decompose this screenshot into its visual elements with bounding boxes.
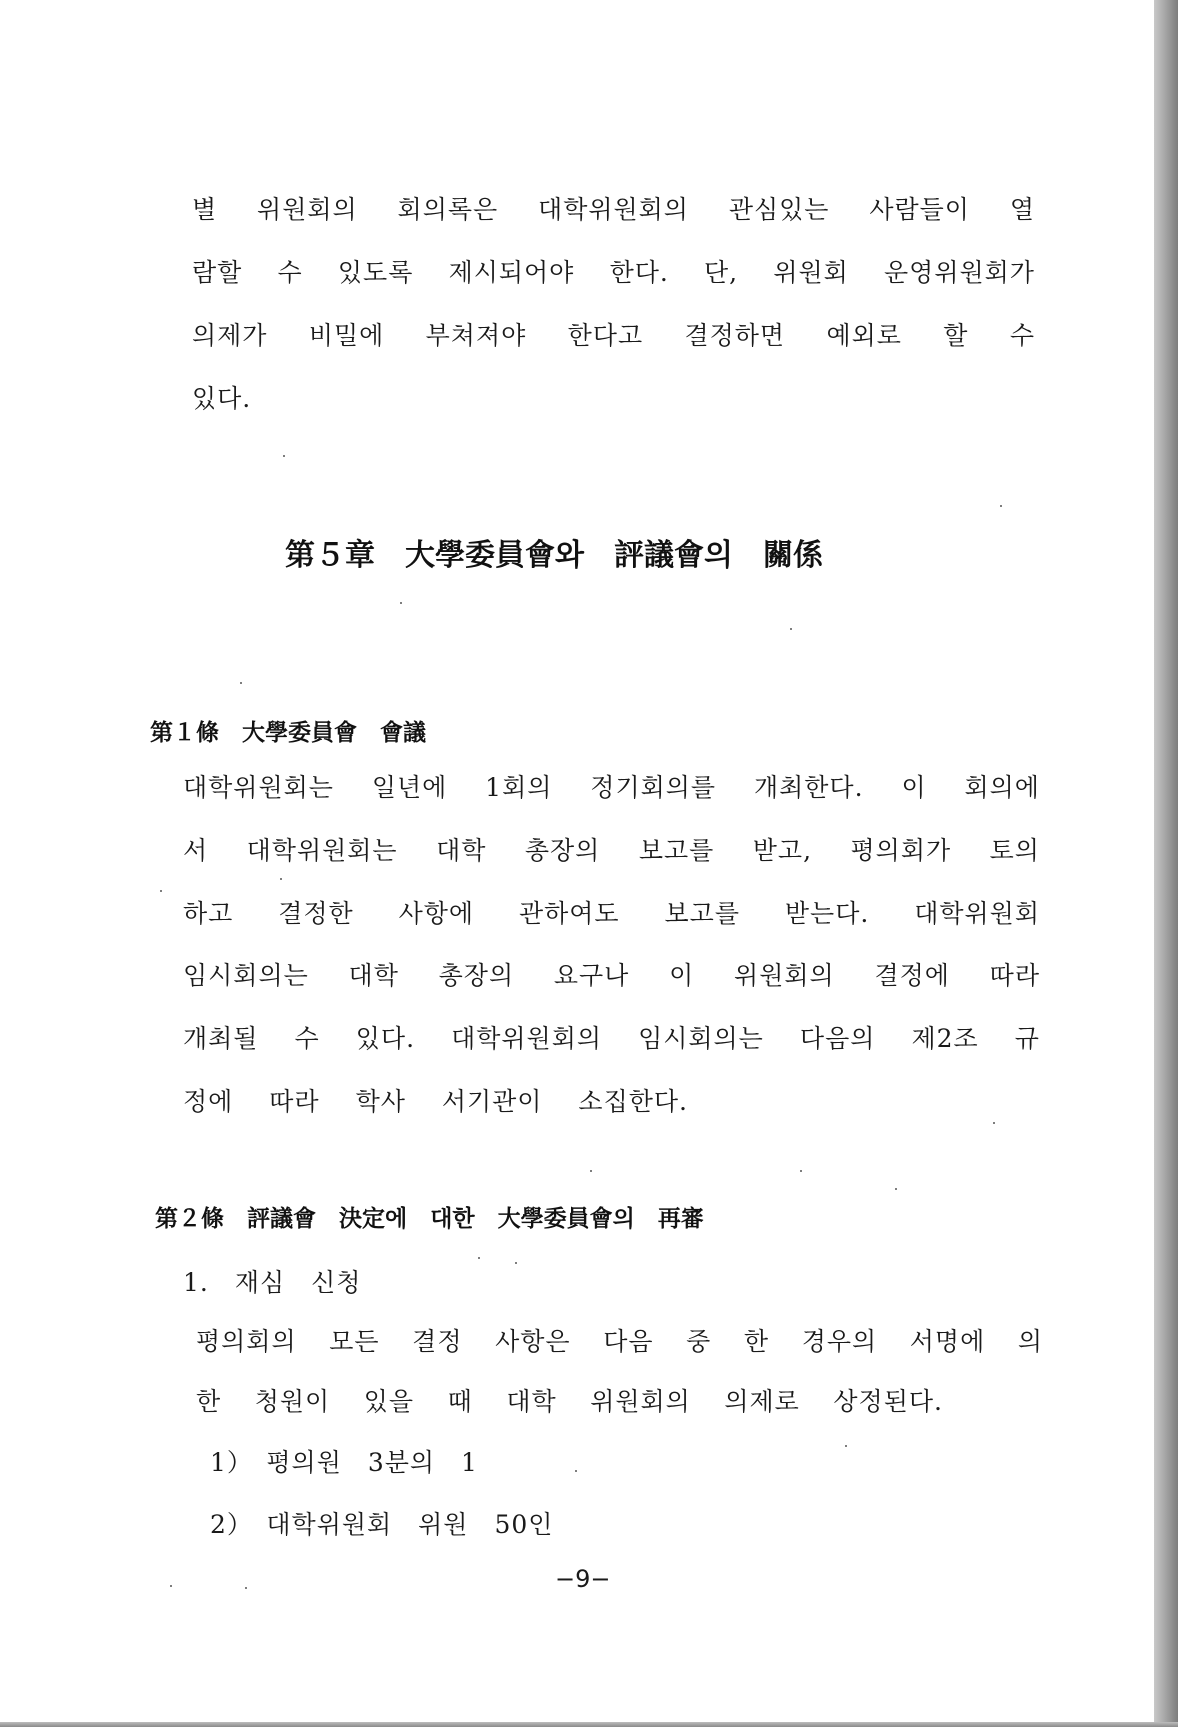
word: 임시회의는 [183, 961, 309, 990]
word: 제2조 [911, 1024, 979, 1053]
word: 대학 [348, 961, 399, 990]
word: 보고를 [664, 899, 740, 928]
article-1-title: 第１條 大學委員會 會議 [150, 720, 426, 746]
word: 수 [294, 1024, 320, 1053]
word: 정에 [183, 1087, 234, 1116]
word: 할 [943, 321, 969, 350]
word: 의 [1017, 1327, 1043, 1356]
word: 사람들이 [869, 195, 970, 224]
scan-speck [245, 1587, 247, 1589]
word: 람할 [192, 258, 243, 287]
paragraph-line [192, 316, 1035, 352]
word: 따라 [989, 961, 1040, 990]
word: 요구나 [553, 961, 630, 990]
scan-speck [800, 1170, 802, 1172]
word: 관하여도 [518, 899, 620, 928]
word: 결정한 [278, 899, 354, 928]
word: 위원회의 [734, 961, 835, 990]
word: 대학 [506, 1387, 557, 1416]
article-2-line [196, 1322, 1043, 1358]
scan-speck [160, 890, 162, 892]
scan-speck [575, 1470, 577, 1472]
article-1-line [183, 1082, 688, 1118]
word: 1회의 [485, 773, 553, 802]
word: 이 [669, 961, 695, 990]
article-2-line [196, 1382, 943, 1418]
word: 평의회가 [850, 836, 952, 865]
scan-speck [590, 1170, 592, 1172]
word: 사항은 [495, 1327, 571, 1356]
scan-speck [240, 682, 242, 684]
page-bottom-shadow [0, 1722, 1178, 1727]
paragraph-line [192, 253, 1035, 289]
word: 학사 [355, 1087, 406, 1116]
article-1-line [183, 768, 1040, 804]
word: 총장의 [524, 836, 601, 865]
word: 결정하면 [684, 321, 786, 350]
word: 위원회 [773, 258, 849, 287]
word: 사항에 [398, 899, 475, 928]
word: 비밀에 [308, 321, 385, 350]
word: 의제가 [192, 321, 268, 350]
word: 단, [704, 258, 739, 287]
article-2-title: 第２條 評議會 決定에 대한 大學委員會의 再審 [155, 1206, 704, 1232]
word: 결정 [412, 1327, 463, 1356]
word: 경우의 [801, 1327, 878, 1356]
scan-speck [790, 628, 792, 630]
word: 따라 [269, 1087, 320, 1116]
article-1-line [183, 894, 1040, 930]
word: 총장의 [438, 961, 515, 990]
item-heading: 1. 재심 신청 [183, 1268, 362, 1297]
word: 대학위원회의 [451, 1024, 602, 1053]
word: 대학위원회는 [183, 773, 334, 802]
scan-speck [895, 1188, 897, 1190]
paragraph-line [192, 379, 251, 415]
scan-speck [845, 1445, 847, 1447]
word: 한 [743, 1327, 770, 1356]
article-1-line [183, 1019, 1040, 1055]
word: 운영위원회가 [884, 258, 1035, 287]
word: 제시되어야 [448, 258, 575, 287]
word: 대학위원회는 [246, 836, 398, 865]
page-edge-shadow [1154, 0, 1178, 1727]
word: 있을 [363, 1387, 415, 1416]
word: 한다. [609, 258, 669, 287]
subitem-2: 2） 대학위원회 위원 50인 [210, 1510, 554, 1539]
word: 다음의 [799, 1024, 876, 1053]
word: 열 [1009, 195, 1035, 224]
word: 이 [901, 773, 927, 802]
word: 의제로 [724, 1387, 800, 1416]
word: 상정된다. [833, 1387, 943, 1416]
scan-speck [515, 1262, 517, 1264]
word: 보고를 [638, 836, 715, 865]
word: 모든 [329, 1327, 380, 1356]
word: 있도록 [337, 258, 414, 287]
word: 대학위원회의 [538, 195, 689, 224]
scan-speck [283, 455, 285, 457]
word: 관심있는 [728, 195, 830, 224]
word: 일년에 [371, 773, 448, 802]
word: 임시회의는 [638, 1024, 764, 1053]
word: 대학 [436, 836, 487, 865]
word: 회의에 [964, 773, 1040, 802]
scan-speck [170, 1585, 172, 1587]
word: 정기회의를 [590, 773, 717, 802]
word: 수 [1009, 321, 1035, 350]
scan-speck [993, 1122, 995, 1124]
word: 서명에 [909, 1327, 986, 1356]
subitem-1: 1） 평의원 3분의 1 [210, 1448, 478, 1477]
scan-speck [478, 1257, 480, 1259]
word: 한 [196, 1387, 222, 1416]
word: 부쳐져야 [425, 321, 527, 350]
word: 개최될 [183, 1024, 259, 1053]
word: 토의 [989, 836, 1040, 865]
word: 한다고 [567, 321, 644, 350]
chapter-title: 第５章 大學委員會와 評議會의 關係 [285, 538, 823, 573]
word: 결정에 [874, 961, 950, 990]
word: 서기관이 [441, 1087, 543, 1116]
scan-speck [280, 878, 282, 880]
article-1-line [183, 831, 1040, 867]
word: 중 [686, 1327, 712, 1356]
word: 받고, [752, 836, 813, 865]
word: 대학위원회 [914, 899, 1040, 928]
page-number: −9− [555, 1565, 611, 1593]
word: 위원회의 [257, 195, 358, 224]
word: 때 [447, 1387, 473, 1416]
word: 위원회의 [590, 1387, 691, 1416]
word: 예외로 [826, 321, 902, 350]
word: 수 [277, 258, 303, 287]
word: 있다. [192, 384, 252, 413]
word: 회의록은 [397, 195, 499, 224]
word: 소집한다. [578, 1087, 688, 1116]
article-1-line [183, 956, 1040, 992]
word: 서 [183, 836, 209, 865]
scan-speck [400, 602, 402, 604]
word: 청원이 [254, 1387, 331, 1416]
paragraph-line [192, 190, 1035, 226]
word: 다음 [603, 1327, 654, 1356]
word: 받는다. [784, 899, 870, 928]
word: 별 [192, 195, 218, 224]
word: 규 [1014, 1024, 1040, 1053]
word: 평의회의 [196, 1327, 297, 1356]
word: 개최한다. [753, 773, 864, 802]
scan-speck [1000, 505, 1002, 507]
word: 하고 [183, 899, 234, 928]
word: 있다. [355, 1024, 416, 1053]
